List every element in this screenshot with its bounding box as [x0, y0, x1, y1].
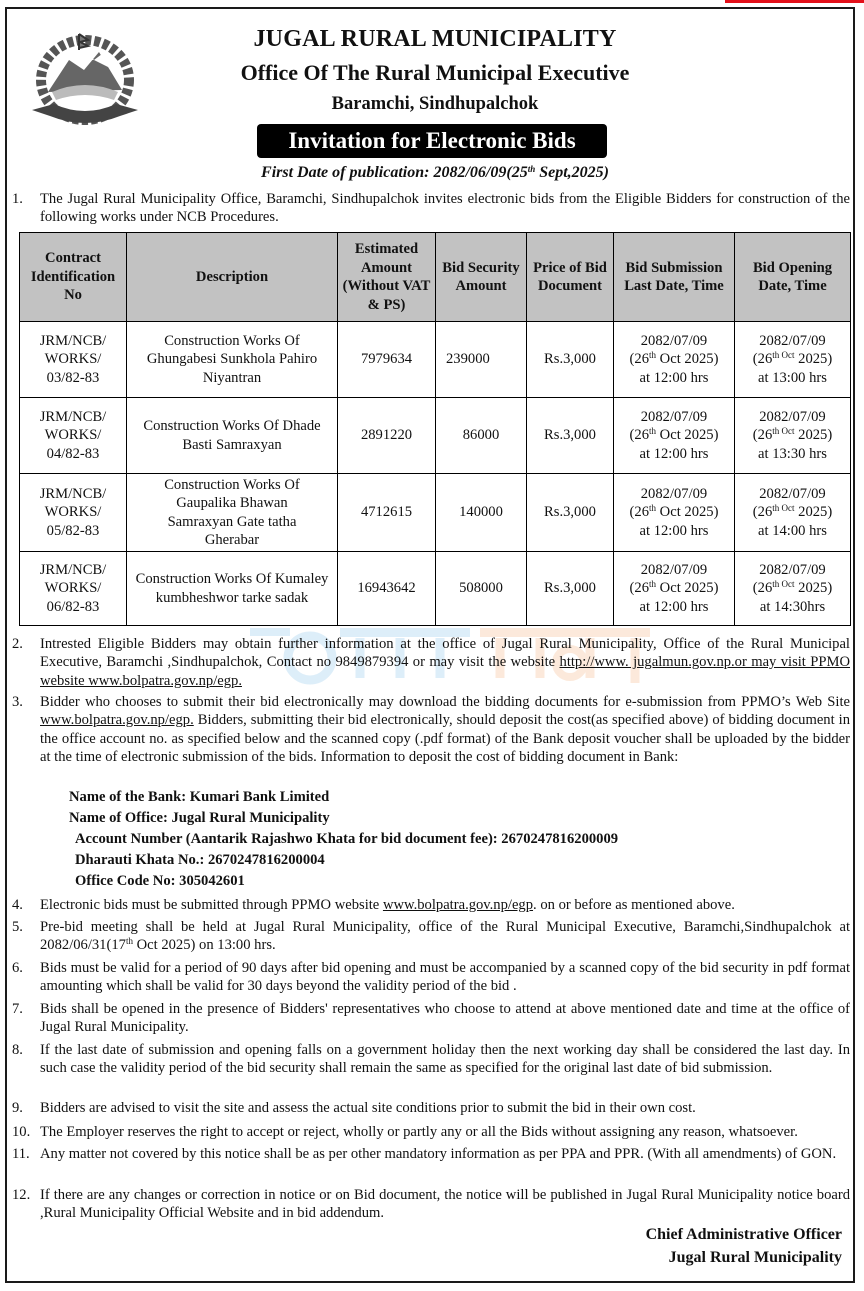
publication-date: First Date of publication: 2082/06/09(25th Sept,2025) — [261, 164, 609, 181]
office-subtitle: Office Of The Rural Municipal Executive — [240, 60, 630, 85]
clause-number: 7. — [12, 1001, 23, 1017]
opening-date: 2082/07/09 ($26^{th Oct}$ 2025) at 13:30 hrs — [735, 398, 851, 474]
clause-number: 12. — [12, 1187, 31, 1203]
dharauti-khata: Dharauti Khata No.: 2670247816200004 — [75, 852, 325, 868]
document-price: Rs.3,000 — [527, 552, 614, 626]
clause-11 — [12, 1145, 850, 1163]
clause-number: 3. — [12, 694, 23, 710]
bid-security: 140000 — [436, 474, 527, 552]
description: Construction Works Of Kumaley kumbheshwor tarke sadak — [127, 552, 338, 626]
office-name: Name of Office: Jugal Rural Municipality — [69, 810, 330, 826]
account-number: Account Number (Aantarik Rajashwo Khata for bid document fee): 2670247816200009 — [75, 831, 619, 847]
submission-deadline: 2082/07/09 (26th Oct 2025) at 12:00 hrs — [614, 474, 735, 552]
clause-2 — [12, 635, 850, 690]
contract-id: JRM/NCB/ WORKS/ 05/82-83 — [20, 474, 127, 552]
contract-id: JRM/NCB/ WORKS/ 04/82-83 — [20, 398, 127, 474]
clause-text: Intrested Eligible Bidders may obtain further information at the office of Jugal Rural Municipality, Office of the Rural Municipal Executive, Baramchi ,Sindhupalchok, Contact no 9849879394 or may visit the website — [40, 636, 850, 671]
municipality-title: JUGAL RURAL MUNICIPALITY — [253, 26, 617, 52]
clause-number: 1. — [12, 191, 23, 207]
opening-date: 2082/07/09 ($26^{th Oct}$ 2025) at 14:00 hrs — [735, 474, 851, 552]
clause-4: 4. Electronic bids must be submitted through PPMO website www.bolpatra.gov.np/egp. on or before as mentioned above. — [12, 897, 735, 913]
clause-8 — [12, 1041, 850, 1078]
description: Construction Works Of Ghungabesi Sunkhola Pahiro Niyantran — [127, 322, 338, 398]
clause-text: Bids shall be opened in the presence of Bidders' representatives who choose to attend at above mentioned date and time at the office of Jugal Rural Municipality. — [40, 1001, 850, 1036]
col-bid-security: Bid Security Amount — [436, 233, 527, 322]
bank-name: Name of the Bank: Kumari Bank Limited — [69, 789, 330, 805]
submission-deadline: 2082/07/09 (26th Oct 2025) at 12:00 hrs — [614, 552, 735, 626]
estimated-amount: 7979634 — [338, 322, 436, 398]
col-document-price: Price of Bid Document — [527, 233, 614, 322]
description: Construction Works Of Dhade Basti Samraxyan — [127, 398, 338, 474]
col-opening-date: Bid Opening Date, Time — [735, 233, 851, 322]
col-estimated-amount: Estimated Amount (Without VAT & PS) — [338, 233, 436, 322]
clause-text: Bids must be valid for a period of 90 days after bid opening and must be accompanied by a scanned copy of the bid security in pdf format amounting which shall be valid for 30 days beyond the validity period of the bid . — [40, 960, 850, 995]
table-row — [20, 552, 851, 626]
contract-id: JRM/NCB/ WORKS/ 03/82-83 — [20, 322, 127, 398]
clause-3 — [12, 693, 850, 766]
clause-text: If the last date of submission and opening falls on a government holiday then the next working day shall be considered the last day. In such case the validity period of the bid security shall remain the same as specified for the original last date of bid submission. — [40, 1042, 850, 1077]
clause-text: If there are any changes or correction in notice or on Bid document, the notice will be published in Jugal Rural Municipality notice board ,Rural Municipality Official Website and in bid addendum. — [40, 1187, 850, 1222]
clause-1 — [12, 190, 850, 227]
bids-table — [19, 232, 851, 626]
clause-text: Bidders are advised to visit the site and assess the actual site conditions prior to submit the bid in their own cost. — [40, 1100, 696, 1116]
clause-5: 5. Pre-bid meeting shall be held at Jugal Rural Municipality, office of the Rural Municipal Executive, Baramchi,Sindhupalchok at 2082/06/31(17th Oct 2025) on 13:00 hrs. — [12, 919, 850, 954]
clause-text: The Jugal Rural Municipality Office, Baramchi, Sindhupalchok invites electronic bids from the Eligible Bidders for construction of the following works under NCB Procedures. — [40, 191, 850, 226]
estimated-amount: 4712615 — [338, 474, 436, 552]
clause-12 — [12, 1186, 850, 1223]
col-contract-id: Contract Identification No — [20, 233, 127, 322]
clause-text: Bidder who chooses to submit their bid electronically may download the bidding documents for e-submission from PPMO’s Web Site — [40, 694, 850, 710]
website-link[interactable]: http://www. jugalmun.gov.np.or may visit PPMO website www.bolpatra.gov.np/egp. — [40, 654, 850, 689]
estimated-amount: 16943642 — [338, 552, 436, 626]
clause-9 — [12, 1099, 850, 1117]
table-row — [20, 322, 851, 398]
top-red-accent-line — [725, 0, 864, 3]
table-row — [20, 474, 851, 552]
document-price: Rs.3,000 — [527, 474, 614, 552]
clause-6 — [12, 959, 850, 996]
clause-number: 11. — [12, 1146, 30, 1162]
clause-10 — [12, 1123, 850, 1141]
submission-deadline: 2082/07/09 (26th Oct 2025) at 12:00 hrs — [614, 398, 735, 474]
clause-number: 4. — [12, 897, 23, 913]
opening-date: 2082/07/09 ($26^{th Oct}$ 2025) at 13:00 hrs — [735, 322, 851, 398]
bolpatra-link[interactable]: www.bolpatra.gov.np/egp — [382, 897, 534, 913]
bolpatra-link[interactable]: www.bolpatra.gov.np/egp. — [40, 712, 194, 729]
contract-id: JRM/NCB/ WORKS/ 06/82-83 — [20, 552, 127, 626]
table-row — [20, 398, 851, 474]
clause-text: Any matter not covered by this notice shall be as per other mandatory information as per PPA and PPR. (With all amendments) of GON. — [40, 1146, 837, 1162]
notice-banner: Invitation for Electronic Bids — [257, 124, 607, 158]
clause-text: Bidders, submitting their bid electronically, should deposit the cost(as specified above) of bidding document in the office account no. as specified below and the scanned copy (.pdf format) of the Bank deposit voucher shall be uploaded by the bidder at the time of electronic submission of the bids. Information to deposit the cost of bidding document in Bank: — [40, 712, 850, 765]
table-header-row — [20, 233, 851, 322]
location: Baramchi, Sindhupalchok — [331, 94, 539, 114]
signatory-organization: Jugal Rural Municipality — [668, 1249, 842, 1266]
clause-number: 2. — [12, 636, 23, 652]
bid-security: 239000 — [436, 322, 527, 398]
clause-7 — [12, 1000, 850, 1037]
signatory-title: Chief Administrative Officer — [645, 1226, 842, 1243]
document-price: Rs.3,000 — [527, 322, 614, 398]
submission-deadline: 2082/07/09 (26th Oct 2025) at 12:00 hrs — [614, 322, 735, 398]
nepal-government-emblem-icon — [24, 30, 146, 126]
clause-number: 10. — [12, 1124, 31, 1140]
opening-date: 2082/07/09 ($26^{th Oct}$ 2025) at 14:30hrs — [735, 552, 851, 626]
document-price: Rs.3,000 — [527, 398, 614, 474]
description: Construction Works Of Gaupalika Bhawan Samraxyan Gate tatha Gherabar — [127, 474, 338, 552]
clause-number: 5. — [12, 919, 23, 935]
clause-number: 6. — [12, 960, 23, 976]
bid-security: 508000 — [436, 552, 527, 626]
col-submission-deadline: Bid Submission Last Date, Time — [614, 233, 735, 322]
clause-text: The Employer reserves the right to accept or reject, wholly or partly any or all the Bids without assigning any reason, whatsoever. — [40, 1124, 798, 1140]
office-code: Office Code No: 305042601 — [75, 873, 245, 889]
col-description: Description — [127, 233, 338, 322]
clause-number: 9. — [12, 1100, 23, 1116]
clause-number: 8. — [12, 1042, 23, 1058]
estimated-amount: 2891220 — [338, 398, 436, 474]
bid-security: 86000 — [436, 398, 527, 474]
